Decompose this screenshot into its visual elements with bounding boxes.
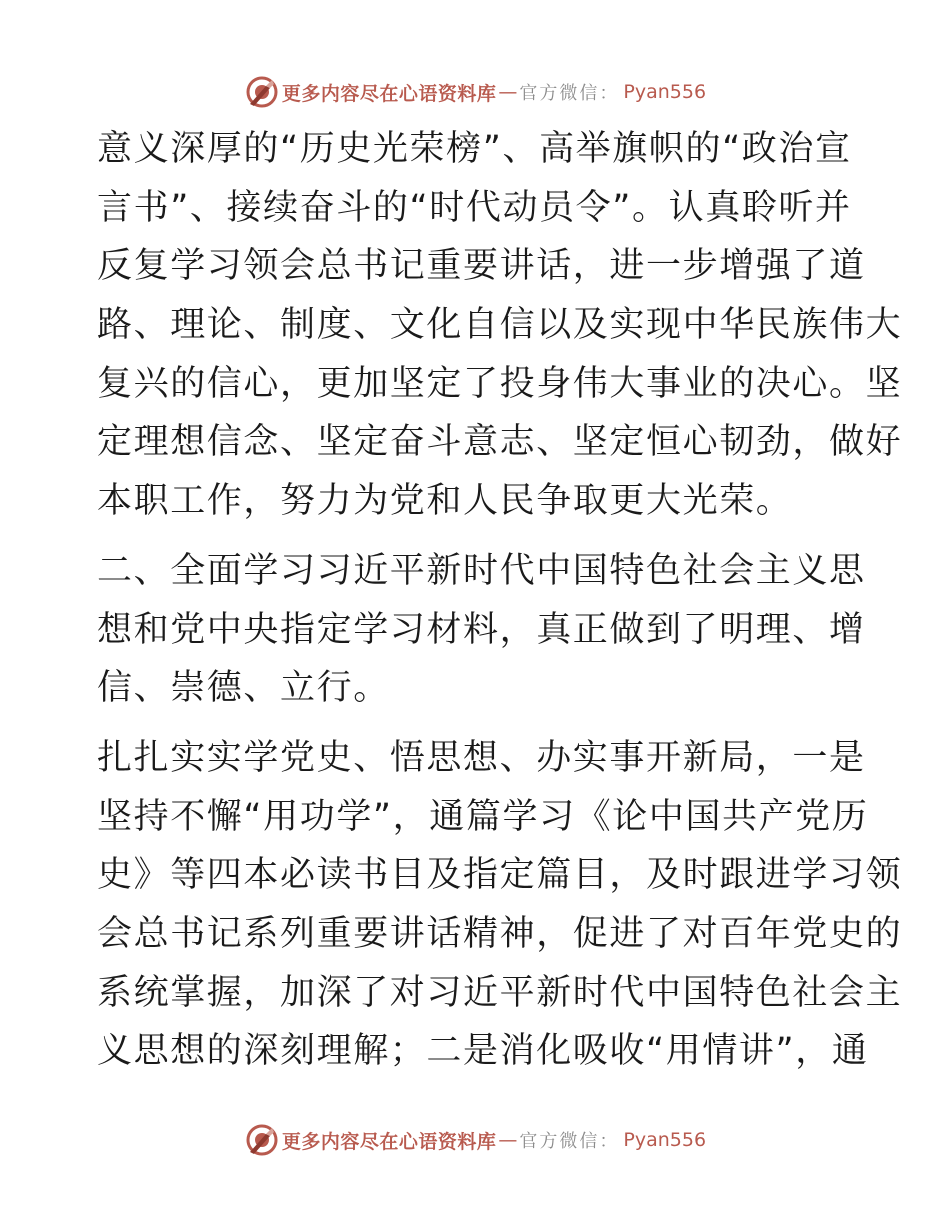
banner-dash: — (498, 81, 518, 103)
banner-wechat-id: Pyan556 (623, 81, 707, 103)
text-line: 定理想信念、坚定奋斗意志、坚定恒心韧劲，做好 (97, 422, 903, 463)
text-line: 信、崇德、立行。 (97, 668, 390, 709)
banner-official-label: 官方微信： (519, 83, 620, 104)
text-line: 想和党中央指定学习材料，真正做到了明理、增 (97, 609, 866, 650)
banner-dash: — (498, 1129, 518, 1151)
document-body (97, 120, 903, 1081)
footer-banner (0, 1120, 950, 1160)
paragraph-3 (97, 729, 903, 1081)
paragraph-2-heading (97, 542, 867, 718)
text-line: 复兴的信心，更加坚定了投身伟大事业的决心。坚 (97, 363, 903, 404)
banner-brand-text: 更多内容尽在心语资料库 (281, 82, 497, 105)
text-line: 扎扎实实学党史、悟思想、办实事开新局，一是 (97, 737, 866, 778)
brand-logo-icon (244, 1122, 280, 1158)
brand-logo-icon (244, 74, 280, 110)
text-line: 义思想的深刻理解；二是消化吸收“用情讲”，通 (97, 1031, 869, 1072)
text-line: 反复学习领会总书记重要讲话，进一步增强了道 (97, 246, 866, 287)
text-line: 系统掌握，加深了对习近平新时代中国特色社会主 (97, 972, 903, 1013)
banner-official-label: 官方微信： (519, 1131, 620, 1152)
text-line: 本职工作，努力为党和人民争取更大光荣。 (97, 481, 793, 522)
banner-brand-text: 更多内容尽在心语资料库 (281, 1130, 497, 1153)
header-banner (0, 72, 950, 112)
text-line: 言书”、接续奋斗的“时代动员令”。认真聆听并 (97, 187, 852, 228)
text-line: 史》等四本必读书目及指定篇目，及时跟进学习领 (97, 855, 903, 896)
banner-wechat-id: Pyan556 (623, 1129, 707, 1151)
text-line: 二、全面学习习近平新时代中国特色社会主义思 (97, 550, 866, 591)
text-line: 意义深厚的“历史光荣榜”、高举旗帜的“政治宣 (97, 129, 852, 169)
text-line: 路、理论、制度、文化自信以及实现中华民族伟大 (97, 305, 903, 346)
text-line: 会总书记系列重要讲话精神，促进了对百年党史的 (97, 913, 903, 954)
text-line: 坚持不懈“用功学”，通篇学习《论中国共产党历 (97, 796, 869, 837)
paragraph-1 (97, 120, 903, 531)
